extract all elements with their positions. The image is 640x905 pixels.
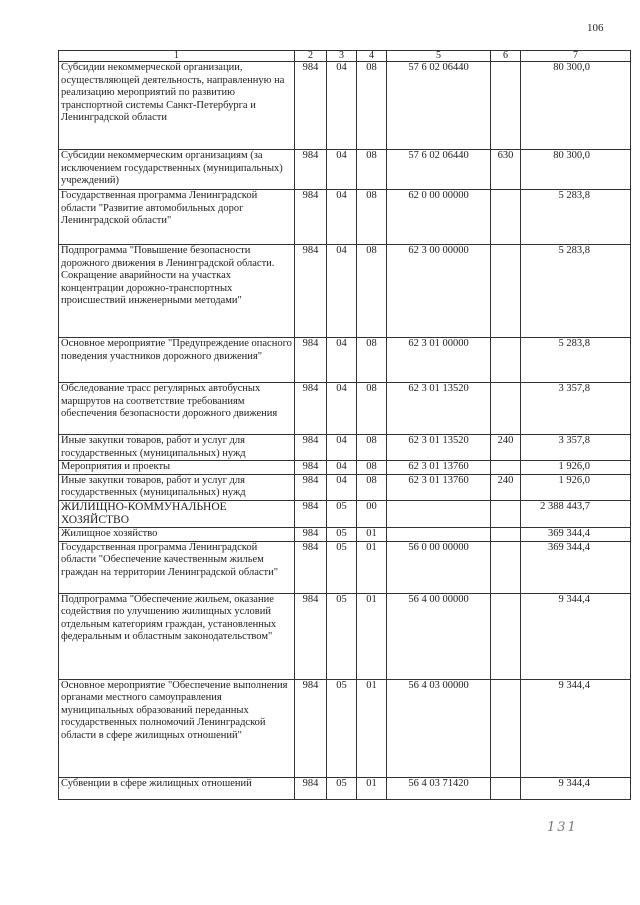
cell-name: Основное мероприятие "Обеспечение выполнения органами местного самоуправления муниципальных образований переданных государственных полномочий Ленинградской области в сфере жилищных отношений" (59, 679, 295, 777)
table-row (59, 527, 631, 541)
table-row (59, 435, 631, 461)
cell-sum: 9 344,4 (521, 593, 631, 679)
cell-vr (491, 541, 521, 593)
column-header: 5 (387, 51, 491, 62)
cell-name: Подпрограмма "Обеспечение жильем, оказание содействия по улучшению жилищных условий отдельным категориям граждан, установленных федеральным и областным законодательством" (59, 593, 295, 679)
cell-csr (387, 527, 491, 541)
cell-grbs: 984 (295, 461, 327, 475)
cell-pr: 00 (357, 500, 387, 527)
cell-pr: 08 (357, 245, 387, 338)
cell-name: ЖИЛИЩНО-КОММУНАЛЬНОЕ ХОЗЯЙСТВО (59, 500, 295, 527)
cell-grbs: 984 (295, 474, 327, 500)
cell-vr (491, 62, 521, 150)
cell-pr: 08 (357, 474, 387, 500)
cell-sum: 369 344,4 (521, 541, 631, 593)
cell-grbs: 984 (295, 435, 327, 461)
table-header-row (59, 51, 631, 62)
cell-pr: 08 (357, 150, 387, 190)
cell-grbs: 984 (295, 338, 327, 383)
cell-rz: 05 (327, 777, 357, 799)
cell-pr: 01 (357, 527, 387, 541)
cell-csr: 62 0 00 00000 (387, 190, 491, 245)
cell-pr: 01 (357, 593, 387, 679)
cell-vr (491, 679, 521, 777)
cell-vr (491, 461, 521, 475)
cell-sum: 9 344,4 (521, 777, 631, 799)
cell-grbs: 984 (295, 527, 327, 541)
cell-vr: 240 (491, 435, 521, 461)
cell-vr (491, 593, 521, 679)
column-header: 6 (491, 51, 521, 62)
cell-pr: 08 (357, 435, 387, 461)
cell-vr (491, 190, 521, 245)
cell-pr: 08 (357, 338, 387, 383)
cell-grbs: 984 (295, 245, 327, 338)
cell-vr: 630 (491, 150, 521, 190)
cell-grbs: 984 (295, 190, 327, 245)
cell-csr: 56 4 03 00000 (387, 679, 491, 777)
cell-rz: 05 (327, 527, 357, 541)
cell-csr: 62 3 01 13760 (387, 461, 491, 475)
cell-rz: 04 (327, 474, 357, 500)
cell-csr: 56 4 00 00000 (387, 593, 491, 679)
cell-csr: 62 3 01 13520 (387, 435, 491, 461)
cell-vr (491, 777, 521, 799)
column-header: 3 (327, 51, 357, 62)
table-row (59, 541, 631, 593)
cell-sum: 1 926,0 (521, 461, 631, 475)
cell-name: Иные закупки товаров, работ и услуг для государственных (муниципальных) нужд (59, 435, 295, 461)
cell-csr (387, 500, 491, 527)
cell-grbs: 984 (295, 383, 327, 435)
cell-csr: 56 0 00 00000 (387, 541, 491, 593)
cell-rz: 04 (327, 190, 357, 245)
cell-rz: 04 (327, 435, 357, 461)
cell-sum: 5 283,8 (521, 245, 631, 338)
cell-rz: 05 (327, 541, 357, 593)
cell-sum: 80 300,0 (521, 150, 631, 190)
column-header: 4 (357, 51, 387, 62)
table-row (59, 150, 631, 190)
cell-sum: 80 300,0 (521, 62, 631, 150)
page-number: 106 (587, 22, 604, 34)
cell-pr: 08 (357, 62, 387, 150)
table-row (59, 679, 631, 777)
cell-name: Жилищное хозяйство (59, 527, 295, 541)
table-row (59, 190, 631, 245)
cell-name: Субсидии некоммерческим организациям (за исключением государственных (муниципальных) учреждений) (59, 150, 295, 190)
column-header: 7 (521, 51, 631, 62)
cell-grbs: 984 (295, 150, 327, 190)
table-row (59, 62, 631, 150)
cell-rz: 05 (327, 593, 357, 679)
cell-grbs: 984 (295, 593, 327, 679)
cell-vr (491, 245, 521, 338)
cell-sum: 3 357,8 (521, 383, 631, 435)
cell-vr (491, 383, 521, 435)
cell-name: Субвенции в сфере жилищных отношений (59, 777, 295, 799)
cell-pr: 01 (357, 679, 387, 777)
cell-sum: 5 283,8 (521, 338, 631, 383)
cell-name: Субсидии некоммерческой организации, осуществляющей деятельность, направленную на реализацию мероприятий по развитию транспортной системы Санкт-Петербурга и Ленинградской области (59, 62, 295, 150)
table-row (59, 245, 631, 338)
table-row (59, 593, 631, 679)
cell-csr: 62 3 00 00000 (387, 245, 491, 338)
cell-grbs: 984 (295, 500, 327, 527)
cell-vr (491, 527, 521, 541)
cell-name: Мероприятия и проекты (59, 461, 295, 475)
cell-sum: 3 357,8 (521, 435, 631, 461)
cell-sum: 369 344,4 (521, 527, 631, 541)
cell-pr: 08 (357, 383, 387, 435)
cell-grbs: 984 (295, 541, 327, 593)
cell-csr: 62 3 01 13760 (387, 474, 491, 500)
table-row (59, 383, 631, 435)
cell-vr (491, 500, 521, 527)
cell-rz: 04 (327, 338, 357, 383)
cell-sum: 5 283,8 (521, 190, 631, 245)
cell-pr: 01 (357, 541, 387, 593)
cell-name: Государственная программа Ленинградской области "Развитие автомобильных дорог Ленинградской области" (59, 190, 295, 245)
cell-grbs: 984 (295, 62, 327, 150)
cell-rz: 05 (327, 679, 357, 777)
cell-csr: 57 6 02 06440 (387, 150, 491, 190)
cell-rz: 04 (327, 383, 357, 435)
cell-sum: 9 344,4 (521, 679, 631, 777)
cell-csr: 56 4 03 71420 (387, 777, 491, 799)
cell-name: Подпрограмма "Повышение безопасности дорожного движения в Ленинградской области. Сокращение аварийности на участках концентрации дорожно-транспортных происшествий инженерными методами" (59, 245, 295, 338)
column-header: 2 (295, 51, 327, 62)
cell-vr (491, 338, 521, 383)
cell-rz: 04 (327, 245, 357, 338)
table-row (59, 474, 631, 500)
cell-rz: 05 (327, 500, 357, 527)
cell-pr: 01 (357, 777, 387, 799)
cell-name: Основное мероприятие "Предупреждение опасного поведения участников дорожного движения" (59, 338, 295, 383)
table-row (59, 777, 631, 799)
cell-grbs: 984 (295, 679, 327, 777)
cell-csr: 62 3 01 00000 (387, 338, 491, 383)
cell-grbs: 984 (295, 777, 327, 799)
cell-sum: 1 926,0 (521, 474, 631, 500)
cell-pr: 08 (357, 461, 387, 475)
cell-name: Государственная программа Ленинградской области "Обеспечение качественным жильем граждан на территории Ленинградской области" (59, 541, 295, 593)
cell-vr: 240 (491, 474, 521, 500)
budget-table (58, 50, 631, 800)
cell-name: Обследование трасс регулярных автобусных маршрутов на соответствие требованиям обеспечения безопасности дорожного движения (59, 383, 295, 435)
table-row (59, 461, 631, 475)
cell-rz: 04 (327, 461, 357, 475)
cell-pr: 08 (357, 190, 387, 245)
table-row (59, 338, 631, 383)
cell-csr: 62 3 01 13520 (387, 383, 491, 435)
cell-csr: 57 6 02 06440 (387, 62, 491, 150)
cell-rz: 04 (327, 150, 357, 190)
table-row (59, 500, 631, 527)
handwritten-mark: 131 (547, 820, 578, 835)
cell-name: Иные закупки товаров, работ и услуг для государственных (муниципальных) нужд (59, 474, 295, 500)
cell-sum: 2 388 443,7 (521, 500, 631, 527)
cell-rz: 04 (327, 62, 357, 150)
column-header: 1 (59, 51, 295, 62)
